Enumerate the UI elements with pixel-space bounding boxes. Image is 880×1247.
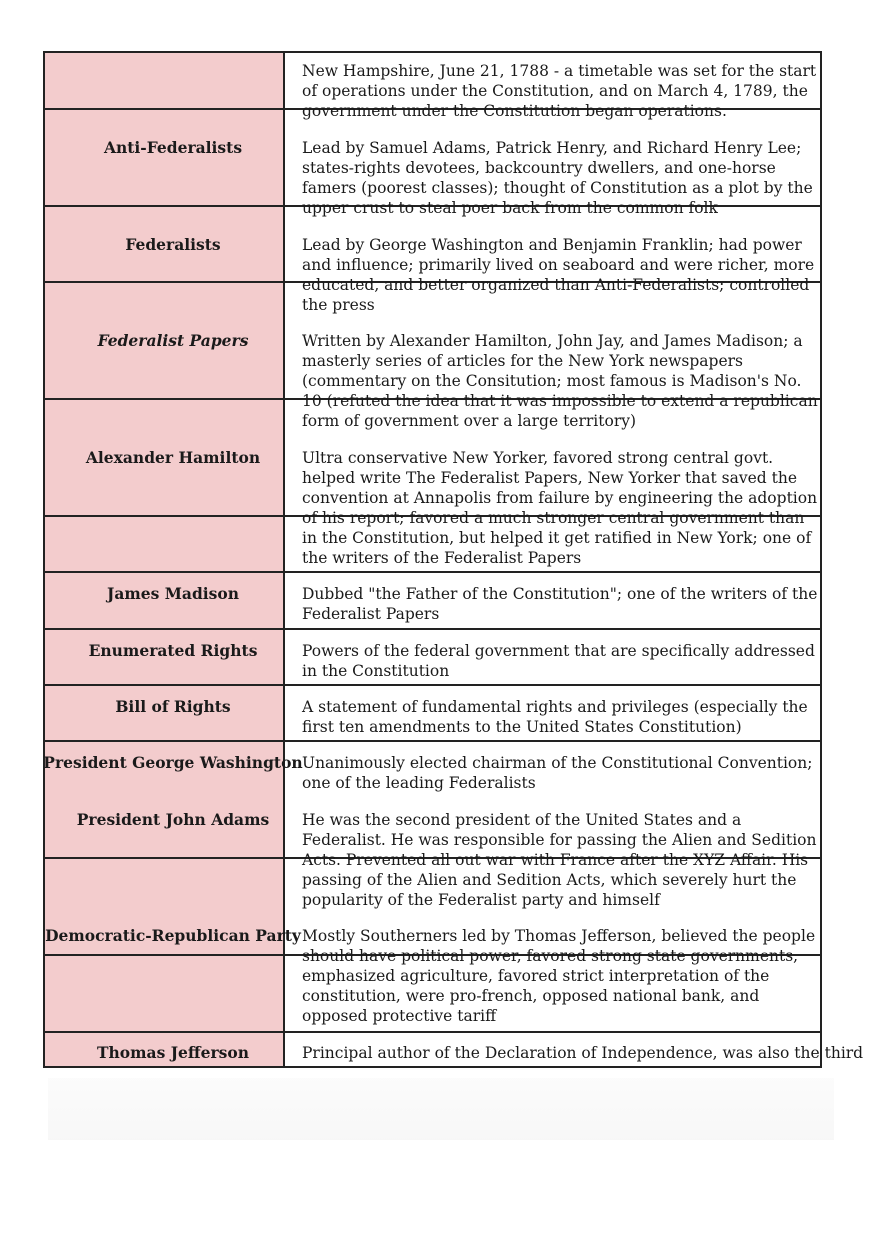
term-label: Thomas Jefferson bbox=[97, 1043, 249, 1062]
definition-text: A statement of fundamental rights and privileges (especially the first ten amendments to the United States Constitution) bbox=[302, 698, 813, 736]
definition-text: Mostly Southerners led by Thomas Jefferson, believed the people should have political power, favored strong state governments, emphasized agriculture, favored strict interpretation of the constitution, were pro-french, opposed national bank, and opposed protective tariff bbox=[302, 927, 821, 1025]
term-label: Anti-Federalists bbox=[103, 138, 243, 157]
grid-line bbox=[43, 1031, 822, 1033]
grid-line bbox=[43, 628, 822, 630]
grid-line bbox=[43, 571, 822, 573]
grid-line bbox=[43, 684, 822, 686]
definition-text: Lead by Samuel Adams, Patrick Henry, and Richard Henry Lee; states-rights devotees, backcountry dwellers, and one-horse famers (poorest classes); thought of Constitution as a plot by the upper crust to steal poer back from the common folk bbox=[302, 139, 818, 217]
grid-line bbox=[43, 1066, 822, 1068]
definition-text: Lead by George Washington and Benjamin Franklin; had power and influence; primarily lived on seaboard and were richer, more educated, and better organized than Anti-Federalists; controlled the press bbox=[302, 236, 820, 314]
definition-text: Principal author of the Declaration of Independence, was also the third bbox=[302, 1044, 864, 1062]
definition-text: Unanimously elected chairman of the Constitutional Convention; one of the leading Federalists bbox=[302, 754, 818, 792]
faded-footer-band bbox=[48, 1078, 834, 1140]
definition-text: Ultra conservative New Yorker, favored strong central govt. helped write The Federalist Papers, New Yorker that saved the convention at Annapolis from failure by engineering the adoption of his report; favored a much stronger central government than in the Constitution, but helped it get ratified in New York; one of the writers of the Federalist Papers bbox=[302, 449, 823, 567]
term-label: Federalist Papers bbox=[97, 331, 249, 350]
definition-text: Dubbed "the Father of the Constitution"; one of the writers of the Federalist Papers bbox=[302, 585, 823, 623]
definition-text: He was the second president of the United States and a Federalist. He was responsible for passing the Alien and Sedition Acts. Prevented all out war with France after the XYZ Affair. His passing of the Alien and Sedition Acts, which severely hurt the popularity of the Federalist party and himself bbox=[302, 811, 822, 909]
term-label: Federalists bbox=[125, 235, 221, 254]
term-label: Democratic-Republican Party bbox=[45, 926, 301, 945]
term-label: Bill of Rights bbox=[115, 697, 231, 716]
definition-text: New Hampshire, June 21, 1788 - a timetable was set for the start of operations under the Constitution, and on March 4, 1789, the government under the Constitution began operations. bbox=[302, 62, 822, 120]
grid-line bbox=[43, 51, 822, 53]
definition-text: Powers of the federal government that are specifically addressed in the Constitution bbox=[302, 642, 820, 680]
term-label: James Madison bbox=[106, 584, 240, 603]
term-label: Alexander Hamilton bbox=[85, 448, 261, 467]
term-label: President George Washington bbox=[43, 753, 303, 772]
definition-text: Written by Alexander Hamilton, John Jay, and James Madison; a masterly series of articles for the New York newspapers (commentary on the Consitution; most famous is Madison's No. 10 (refuted the idea that it was impossible to extend a republican form of government over a large territory) bbox=[302, 332, 823, 430]
term-label: Enumerated Rights bbox=[88, 641, 258, 660]
grid-line bbox=[43, 740, 822, 742]
term-label: President John Adams bbox=[76, 810, 270, 829]
